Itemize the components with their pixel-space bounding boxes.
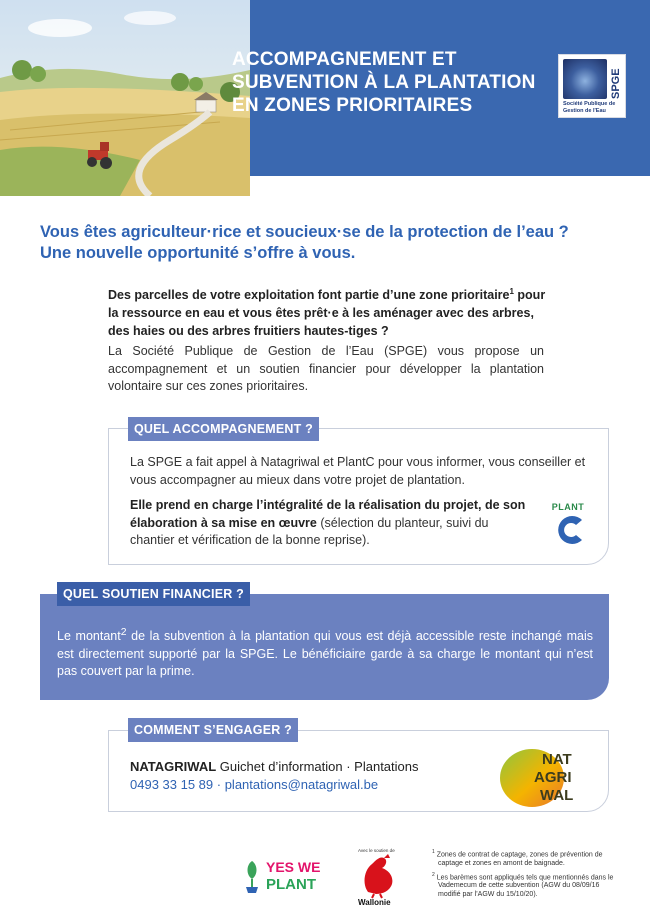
natagriwal-logo <box>496 742 582 810</box>
spge-logo-subtitle: Société Publique de Gestion de l'Eau <box>563 101 616 114</box>
contact-email[interactable]: plantations@natagriwal.be <box>224 777 379 792</box>
intro-heading-line: Une nouvelle opportunité s’offre à vous. <box>40 244 356 262</box>
lead-paragraph <box>108 283 548 340</box>
wallonie-label: Wallonie <box>358 898 391 906</box>
accompagnement-tag: QUEL ACCOMPAGNEMENT ? <box>128 417 319 441</box>
soutien-text-rest: de la subvention à la plantation qui vous est déjà accessible reste inchangé mais est directement supporté par la SPGE. Le bénéficiaire garde à sa charge le montant qui n’est pas couvert par la prime. <box>57 629 593 679</box>
contact-org-line <box>130 758 490 776</box>
natagriwal-logo-line: NAT <box>542 751 572 768</box>
footnotes <box>432 848 616 902</box>
title-line: SUBVENTION À LA PLANTATION <box>232 72 536 93</box>
title-line: ACCOMPAGNEMENT ET <box>232 49 457 70</box>
soutien-text <box>57 624 593 681</box>
footnote-ref: 1 <box>509 287 514 296</box>
title-line: EN ZONES PRIORITAIRES <box>232 95 473 116</box>
footnote-text: Zones de contrat de captage, zones de prévention de captage et zones en amont de baignade. <box>436 851 603 867</box>
intro-heading-line: Vous êtes agriculteur·rice et soucieux·se de la protection de l’eau ? <box>40 223 569 241</box>
engager-tag: COMMENT S’ENGAGER ? <box>128 718 298 742</box>
wallonie-support-text: Avec le soutien de <box>358 848 395 853</box>
footnote <box>432 871 616 900</box>
page-title <box>232 48 552 117</box>
yes-we-plant-line: YES WE <box>266 859 321 875</box>
contact-separator: · <box>213 777 225 792</box>
spge-logo-wordmark <box>608 58 622 100</box>
accompagnement-paragraph-1: La SPGE a fait appel à Natagriwal et PlantC pour vous informer, vous conseiller et vous accompagner au mieux dans votre projet de plantation. <box>130 455 586 487</box>
spge-logo <box>558 54 626 118</box>
spge-logo-text: SPGE <box>610 68 622 99</box>
intro-body: La Société Publique de Gestion de l’Eau (SPGE) vous propose un accompagnement et un soutien financier pour développer la plantation volontaire sur ces zones prioritaires. <box>108 344 544 393</box>
accompagnement-bold-text: Elle prend en charge l’intégralité de la réalisation du projet, de son élaboration à sa mise en œuvre <box>130 498 526 530</box>
soutien-text-start: Le montant <box>57 629 121 644</box>
intro-heading <box>40 222 630 264</box>
yes-we-plant-line: PLANT <box>266 876 316 893</box>
contact-details <box>130 776 490 794</box>
footnote <box>432 848 616 869</box>
accompagnement-paragraph-2 <box>130 497 530 550</box>
plantc-logo <box>542 500 594 546</box>
spge-logo-image <box>563 59 607 99</box>
natagriwal-logo-line: AGRI <box>534 769 572 786</box>
header-banner <box>0 0 650 196</box>
footnote-number: 1 <box>432 849 435 855</box>
accompagnement-rest-text: (sélection du planteur, suivi du chantier et vérification de la bonne reprise). <box>130 515 489 547</box>
contact-org-name: NATAGRIWAL <box>130 759 217 774</box>
contact-org-desc: Guichet d’information · Plantations <box>216 759 419 774</box>
soutien-tag: QUEL SOUTIEN FINANCIER ? <box>57 582 250 606</box>
wallonie-logo <box>354 846 408 906</box>
natagriwal-logo-line: WAL <box>540 787 574 804</box>
plantc-logo-text: PLANT <box>551 502 585 512</box>
footnote-number: 2 <box>432 871 435 878</box>
footnote-ref: 2 <box>120 627 127 638</box>
countryside-illustration <box>0 0 250 196</box>
footnote-text: Les barèmes sont appliqués tels que mentionnés dans le Vademecum de cette subvention (AGW du 08/09/16 modifié par l’AGW du 15/10/20). <box>436 873 614 899</box>
yes-we-plant-logo <box>242 855 334 895</box>
contact-phone[interactable]: 0493 33 15 89 <box>130 777 214 792</box>
lead-text-continued: pour la ressource en eau et vous êtes prêt·e à les aménager avec des arbres, des haies ou des arbres fruitiers hautes-tiges ? <box>108 288 546 339</box>
lead-text: Des parcelles de votre exploitation font partie d’une zone prioritaire <box>108 288 510 303</box>
